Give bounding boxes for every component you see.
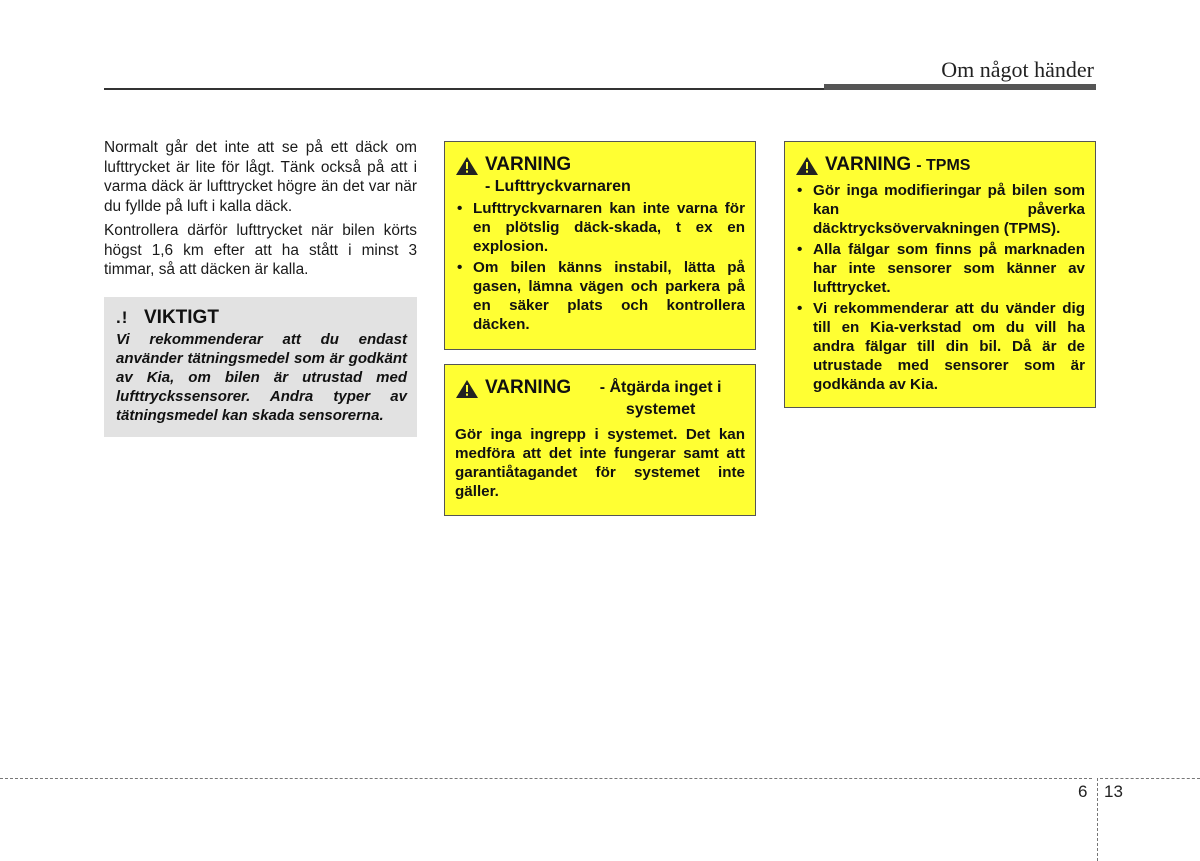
list-item: • Lufttryckvarnaren kan inte varna för en plötslig däck-skada, t ex en explosion. xyxy=(455,199,745,256)
notice-title: VIKTIGT xyxy=(144,306,219,328)
viktigt-notice xyxy=(104,297,417,437)
page-number: 13 xyxy=(1104,782,1123,801)
warning-body: Gör inga ingrepp i systemet. Det kan medföra att det inte fungerar samt att garantiåtagandet för systemet inte gäller. xyxy=(455,426,745,500)
warning-title: VARNING xyxy=(485,154,572,175)
warning-box-pressure-monitor xyxy=(444,141,756,350)
warning-list xyxy=(455,199,745,334)
running-header-title: Om något händer xyxy=(941,57,1094,82)
warning-title: VARNING xyxy=(485,377,572,398)
footer-rule-right xyxy=(1100,778,1200,779)
list-item: • Om bilen känns instabil, lätta på gasen, lämna vägen och parkera på en säker plats och kontrollera däcken. xyxy=(455,258,745,334)
exclamation-icon: .! xyxy=(116,307,129,327)
warning-triangle-icon xyxy=(455,378,485,400)
intro-paragraph-2: Kontrollera därför lufttrycket när bilen körts högst 1,6 km efter att ha stått i minst 3 timmar, så att däcken är kalla. xyxy=(104,222,417,278)
warning-header xyxy=(795,154,1085,178)
notice-body: Vi rekommenderar att du endast använder tätningsmedel som är godkänt av Kia, om bilen är utrustad med lufttryckssensorer. Andra typer av tätningsmedel kan skada sensorerna. xyxy=(116,330,407,424)
warning-box-tpms xyxy=(784,141,1096,408)
left-column xyxy=(104,138,417,437)
warning-header xyxy=(455,377,745,421)
warning-subtitle: - Lufttryckvarnaren xyxy=(485,178,631,195)
chapter-number: 6 xyxy=(1078,782,1088,801)
warning-subtitle: - Åtgärda inget i systemet xyxy=(599,379,722,418)
intro-paragraph-1: Normalt går det inte att se på ett däck om lufttrycket är lite för lågt. Tänk också på att i varma däck är lufttrycket högre än det var när du fyllde på luft i kalla däck. xyxy=(104,139,417,215)
warning-title: VARNING xyxy=(825,154,912,175)
warning-triangle-icon xyxy=(795,155,825,177)
warning-list xyxy=(795,181,1085,394)
footer-rule xyxy=(0,778,1092,779)
warning-triangle-icon xyxy=(455,155,485,177)
warning-box-system xyxy=(444,364,756,516)
header-rule-accent xyxy=(824,84,1096,90)
footer-divider xyxy=(1097,778,1098,861)
notice-header xyxy=(116,307,407,329)
list-item: • Vi rekommenderar att du vänder dig till en Kia-verkstad om du vill ha andra fälgar till din bil. Då är de utrustade med sensorer som är godkända av Kia. xyxy=(795,299,1085,394)
warning-header xyxy=(455,154,745,177)
list-item: • Gör inga modifieringar på bilen som kan påverka däcktrycksövervakningen (TPMS). xyxy=(795,181,1085,238)
warning-subtitle: - TPMS xyxy=(916,157,971,174)
list-item: • Alla fälgar som finns på marknaden har inte sensorer som känner av lufttrycket. xyxy=(795,240,1085,297)
